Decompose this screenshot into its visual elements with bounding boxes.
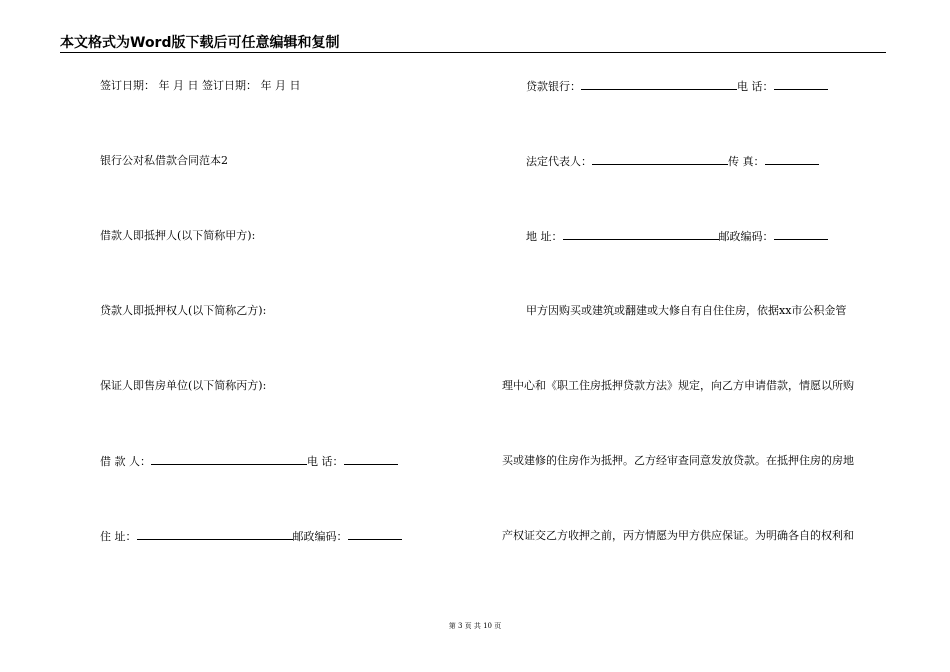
right-address-label: 地 址：	[526, 230, 563, 243]
party-c-line: 保证人即售房单位(以下简称丙方):	[100, 379, 267, 392]
borrower-line	[100, 454, 398, 469]
bank-label: 贷款银行：	[526, 80, 581, 93]
paragraph-line-3: 买或建修的住房作为抵押。乙方经审查同意发放贷款。在抵押住房的房地	[502, 454, 854, 467]
address-blank[interactable]	[137, 529, 293, 540]
address-postcode-label: 邮政编码：	[292, 530, 348, 543]
contract-title: 银行公对私借款合同范本2	[100, 154, 228, 167]
borrower-phone-label: 电 话：	[307, 455, 344, 468]
bank-blank[interactable]	[581, 79, 737, 90]
document-header-title: 本文格式为Word版下载后可任意编辑和复制	[60, 35, 340, 51]
right-address-blank[interactable]	[563, 229, 719, 240]
borrower-label: 借 款 人：	[100, 455, 151, 468]
party-a-line: 借款人即抵押人(以下简称甲方):	[100, 229, 256, 242]
paragraph-line-1: 甲方因购买或建筑或翻建或大修自有自住住房，依据xx市公积金管	[526, 304, 847, 317]
borrower-phone-blank[interactable]	[344, 454, 398, 465]
sign-date-line: 签订日期： 年 月 日 签订日期： 年 月 日	[100, 79, 301, 92]
paragraph-line-4: 产权证交乙方收押之前，丙方情愿为甲方供应保证。为明确各自的权利和	[502, 529, 854, 542]
party-b-line: 贷款人即抵押权人(以下简称乙方):	[100, 304, 267, 317]
fax-blank[interactable]	[765, 154, 819, 165]
legal-rep-label: 法定代表人：	[526, 155, 592, 168]
address-label: 住 址：	[100, 530, 137, 543]
right-address-line	[526, 229, 828, 244]
fax-label: 传 真：	[728, 155, 765, 168]
bank-line	[526, 79, 828, 94]
bank-phone-blank[interactable]	[774, 79, 828, 90]
legal-rep-line	[526, 154, 819, 169]
right-postcode-label: 邮政编码：	[718, 230, 774, 243]
address-line	[100, 529, 402, 544]
right-postcode-blank[interactable]	[774, 229, 828, 240]
legal-rep-blank[interactable]	[592, 154, 728, 165]
header-divider	[60, 52, 886, 53]
paragraph-line-2: 理中心和《职工住房抵押贷款方法》规定，向乙方申请借款，情愿以所购	[502, 379, 854, 392]
borrower-blank[interactable]	[151, 454, 307, 465]
bank-phone-label: 电 话：	[737, 80, 774, 93]
address-postcode-blank[interactable]	[348, 529, 402, 540]
page-number: 第 3 页 共 10 页	[448, 622, 502, 630]
